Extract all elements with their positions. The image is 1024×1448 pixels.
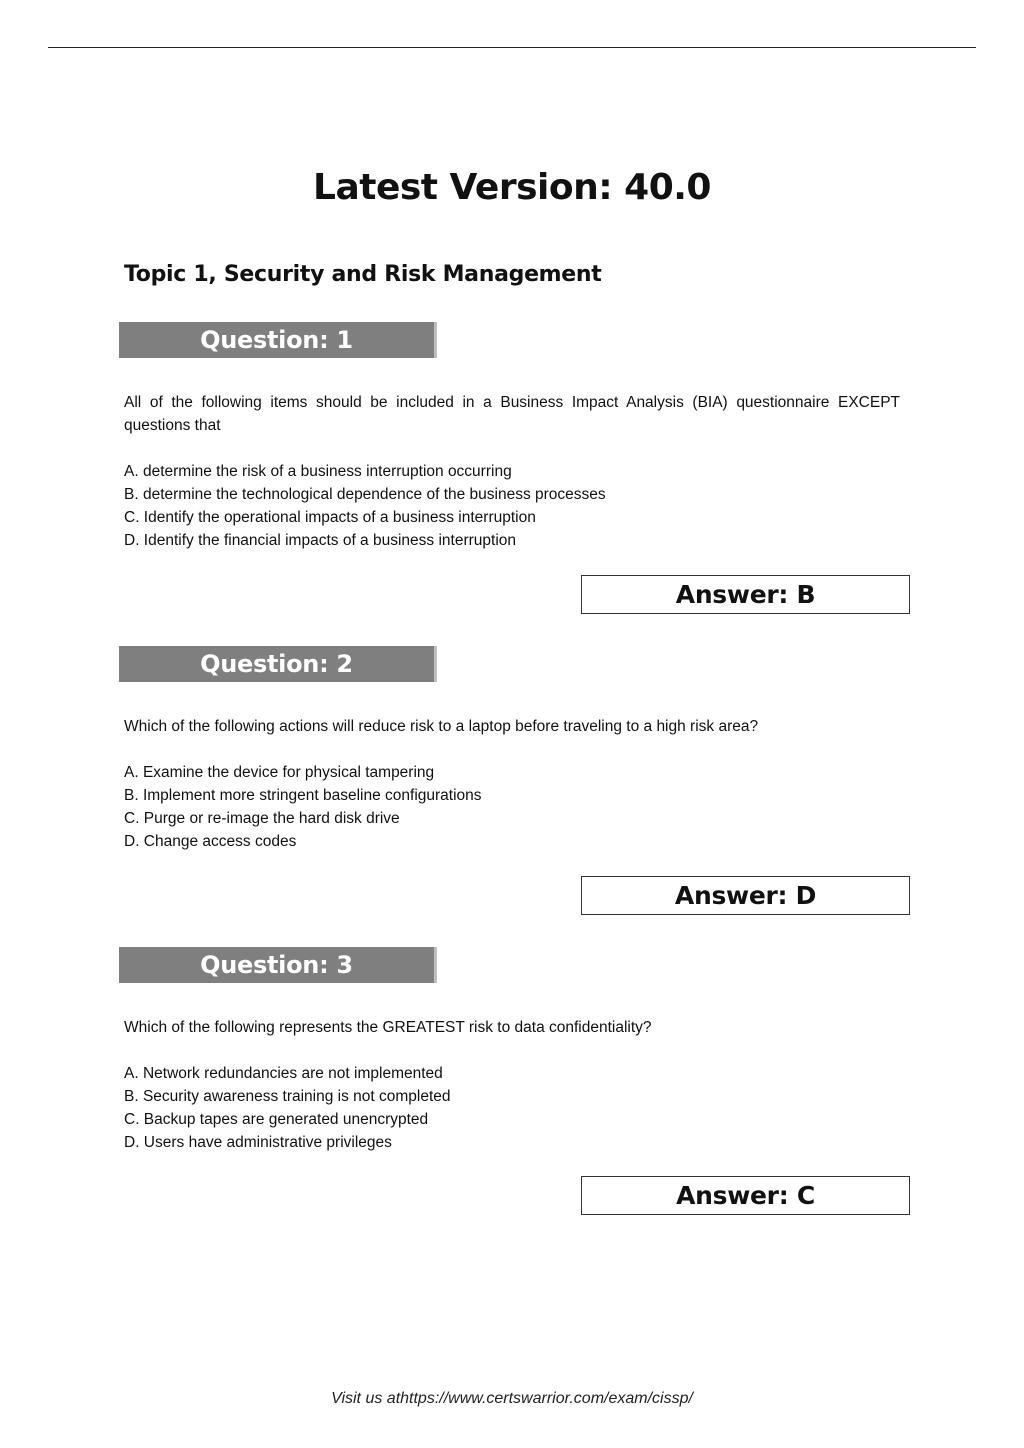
option-d: D. Users have administrative privileges bbox=[124, 1134, 392, 1151]
option-list bbox=[124, 761, 900, 853]
page-title: Latest Version: 40.0 bbox=[313, 167, 711, 208]
option-b: B. Security awareness training is not completed bbox=[124, 1088, 451, 1105]
option-list bbox=[124, 460, 900, 552]
topic-title: Topic 1, Security and Risk Management bbox=[124, 262, 602, 287]
option-a: A. Examine the device for physical tampering bbox=[124, 764, 435, 781]
answer-box: Answer: D bbox=[581, 876, 910, 915]
option-a: A. Network redundancies are not implemented bbox=[124, 1065, 443, 1082]
option-a: A. determine the risk of a business interruption occurring bbox=[124, 463, 512, 480]
option-c: C. Identify the operational impacts of a business interruption bbox=[124, 509, 536, 526]
option-d: D. Change access codes bbox=[124, 833, 297, 850]
option-d: D. Identify the financial impacts of a business interruption bbox=[124, 532, 517, 549]
question-header: Question: 2 bbox=[119, 646, 437, 682]
question-text: All of the following items should be included in a Business Impact Analysis (BIA) questionnaire EXCEPT questions that bbox=[124, 394, 900, 434]
footer-link[interactable]: Visit us athttps://www.certswarrior.com/exam/cissp/ bbox=[331, 1390, 693, 1407]
option-b: B. Implement more stringent baseline configurations bbox=[124, 787, 482, 804]
question-header: Question: 3 bbox=[119, 947, 437, 983]
option-list bbox=[124, 1062, 900, 1154]
question-text: Which of the following actions will reduce risk to a laptop before traveling to a high risk area? bbox=[124, 718, 759, 735]
answer-box: Answer: B bbox=[581, 575, 910, 614]
top-divider bbox=[48, 47, 976, 48]
question-text: Which of the following represents the GREATEST risk to data confidentiality? bbox=[124, 1019, 652, 1036]
option-c: C. Purge or re-image the hard disk drive bbox=[124, 810, 400, 827]
answer-box: Answer: C bbox=[581, 1176, 910, 1215]
option-c: C. Backup tapes are generated unencrypted bbox=[124, 1111, 429, 1128]
option-b: B. determine the technological dependence of the business processes bbox=[124, 486, 606, 503]
question-header: Question: 1 bbox=[119, 322, 437, 358]
